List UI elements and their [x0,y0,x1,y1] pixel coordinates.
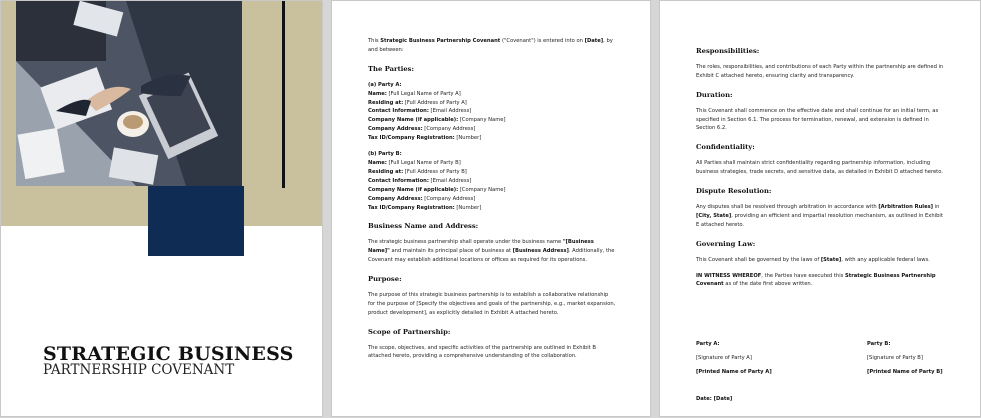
scope-heading: Scope of Partnership: [368,327,451,336]
cover-vertical-rule [282,1,285,188]
intro-paragraph: This Strategic Business Partnership Covenant ("Covenant") is entered into on [Date], by and between: [368,38,613,53]
cover-title: STRATEGIC BUSINESS [43,343,294,365]
witness-paragraph: IN WITNESS WHEREOF, the Parties have executed this Strategic Business Partnership Covenant as of the date first above written. [696,272,936,288]
document-page-2 [331,0,651,417]
business-paragraph: The strategic business partnership shall operate under the business name "[Business Name]" and maintain its principal place of business at [Business Address]. Additionally, the Covenant may establish additional locations or offices as required for its operations. [368,239,615,264]
purpose-paragraph: The purpose of this strategic business partnership is to establish a collaborative relationship for the purpose of [Specify the objectives and goals of the partnership, e.g., market expansion, product development], as explicitly detailed in Exhibit A attached hereto. [368,291,616,316]
governing-law-heading: Governing Law: [696,239,756,248]
responsibilities-heading: Responsibilities: [696,47,760,55]
dispute-heading: Dispute Resolution: [696,187,772,196]
party-a-block: (a) Party A: Name: [Full Legal Name of Party A] Residing at: [Full Address of Party A] Contact Information: [Email Address] Company Name (if applicable): [Company Name] Company Address: [Company Address] Tax ID/Company Registration: [Number] [368,81,506,142]
business-heading: Business Name and Address: [368,222,479,231]
responsibilities-paragraph: The roles, responsibilities, and contributions of each Party within the partnership are defined in Exhibit C attached hereto, ensuring clarity and transparency. [696,63,944,79]
parties-heading: The Parties: [368,64,414,73]
duration-paragraph: This Covenant shall commence on the effective date and shall continue for an initial term, as specified in Section 6.1. The process for termination, renewal, and extension is defined in Section 6.2. [696,107,939,132]
signature-block-party-a: Party A: [Signature of Party A] [Printed Name of Party A] Date: [Date] [696,341,772,402]
confidentiality-paragraph: All Parties shall maintain strict confidentiality regarding partnership information, including business strategies, trade secrets, and sensitive data, as detailed in Exhibit D attached hereto. [696,160,943,176]
cover-page [0,0,323,417]
signature-block-party-b: Party B: [Signature of Party B] [Printed Name of Party B] [867,341,943,376]
governing-law-paragraph: This Covenant shall be governed by the laws of [State], with any applicable federal laws. [696,256,930,263]
cover-navy-block [148,186,244,256]
document-page-3 [659,0,981,417]
scope-paragraph: The scope, objectives, and specific activities of the partnership are outlined in Exhibit B attached hereto, providing a comprehensive understanding of the collaboration. [368,344,596,360]
cover-photo [16,1,242,186]
duration-heading: Duration: [696,90,733,99]
party-b-block: (b) Party B: Name: [Full Legal Name of Party B] Residing at: [Full Address of Party B] Contact Information: [Email Address] Company Name (if applicable): [Company Name] Company Address: [Company Address] Tax ID/Company Registration: [Number] [368,151,506,211]
handshake-photo-illustration [16,1,242,186]
confidentiality-heading: Confidentiality: [696,143,755,152]
dispute-paragraph: Any disputes shall be resolved through arbitration in accordance with [Arbitration Rules] in [City, State], providing an efficient and impartial resolution mechanism, as outlined in Exhibit E attached hereto. [696,203,943,228]
date-line: Date: [Date] [696,395,733,402]
cover-subtitle: PARTNERSHIP COVENANT [43,362,235,378]
purpose-heading: Purpose: [368,275,402,284]
